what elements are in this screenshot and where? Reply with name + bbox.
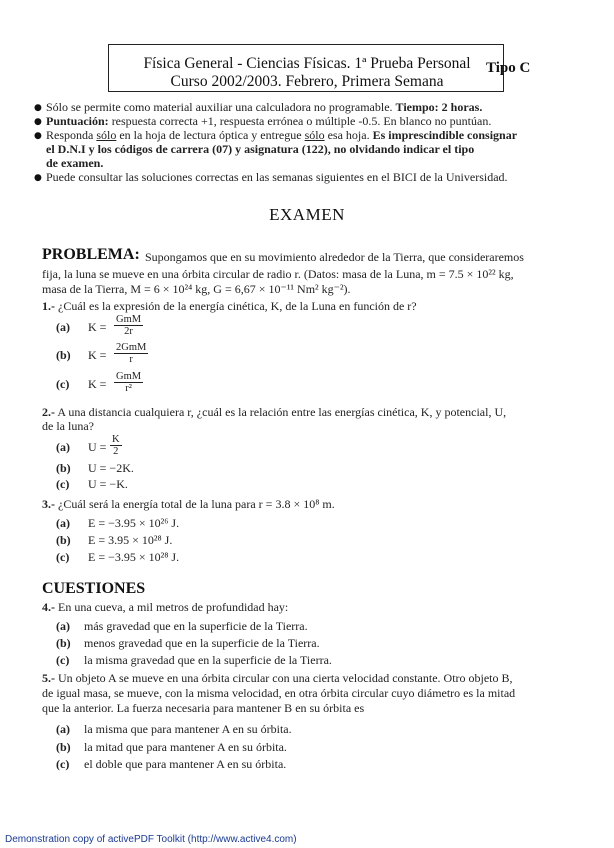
instruction-4: Puede consultar las soluciones correctas en las semanas siguientes en el BICI de la Universidad. — [46, 170, 508, 184]
bullet-icon: ● — [34, 173, 42, 183]
bullet-icon: ● — [34, 131, 42, 141]
option-text: el doble que para mantener A en su órbita. — [84, 757, 287, 771]
option-text: U = −K. — [88, 477, 128, 491]
instruction-3-part: Responda — [46, 128, 97, 142]
instruction-3-bold: Es imprescindible consignar — [372, 128, 518, 142]
instruction-3-underlined: sólo — [304, 128, 325, 142]
instruction-1-text: Sólo se permite como material auxiliar una calculadora no programable. — [46, 100, 396, 114]
fraction-numerator: GmM — [116, 371, 142, 382]
option-letter: (b) — [56, 533, 71, 547]
option-text: E = 3.95 × 10²⁸ J. — [88, 533, 173, 547]
question-5 — [42, 671, 513, 686]
demo-watermark-footer[interactable]: Demonstration copy of activePDF Toolkit (http://www.active4.com) — [5, 834, 297, 845]
option-lhs: K = — [88, 320, 107, 334]
option-text: menos gravedad que en la superficie de la Tierra. — [84, 636, 320, 650]
instruction-2 — [46, 114, 491, 128]
header-title-line1: Física General - Ciencias Físicas. 1ª Prueba Personal — [143, 55, 471, 72]
option-text: U = −2K. — [88, 461, 134, 475]
option-text: la misma que para mantener A en su órbita. — [84, 722, 292, 736]
question-2-text: A una distancia cualquiera r, ¿cuál es la relación entre las energías cinética, K, y potencial, U, — [55, 405, 507, 419]
option-letter: (a) — [56, 722, 70, 736]
instruction-1 — [46, 100, 482, 114]
instruction-3-underlined: sólo — [96, 128, 117, 142]
bullet-icon: ● — [34, 103, 42, 113]
question-5-text-cont: de igual masa, se mueve, con la misma velocidad, en otra órbita circular cuyo diámetro es la mitad — [42, 686, 516, 700]
option-lhs: U = — [88, 440, 107, 454]
option-letter: (b) — [56, 461, 71, 475]
bullet-icon: ● — [34, 117, 42, 127]
option-fraction — [114, 342, 148, 365]
fraction-denominator: r — [129, 354, 133, 365]
question-2-number: 2.- — [42, 405, 55, 419]
option-fraction — [110, 434, 122, 457]
option-letter: (a) — [56, 619, 70, 633]
header-box — [108, 44, 504, 92]
problema-heading: PROBLEMA: — [42, 246, 140, 263]
question-2-text-cont: de la luna? — [42, 419, 94, 433]
fraction-denominator: 2r — [124, 326, 133, 337]
option-fraction — [114, 314, 143, 337]
question-1-text: ¿Cuál es la expresión de la energía cinética, K, de la Luna en función de r? — [55, 299, 417, 313]
question-4-text: En una cueva, a mil metros de profundidad hay: — [55, 600, 289, 614]
option-text: la misma gravedad que en la superficie de la Tierra. — [84, 653, 332, 667]
option-letter: (a) — [56, 516, 70, 530]
option-text: más gravedad que en la superficie de la Tierra. — [84, 619, 308, 633]
option-text: E = −3.95 × 10²⁶ J. — [88, 516, 180, 530]
fraction-denominator: r² — [125, 383, 132, 394]
problema-intro-3: masa de la Tierra, M = 6 × 10²⁴ kg, G = 6,67 × 10⁻¹¹ Nm² kg⁻²). — [42, 282, 351, 296]
header-title-line2: Curso 2002/2003. Febrero, Primera Semana — [170, 73, 444, 90]
exam-type-label: Tipo C — [486, 60, 531, 76]
option-fraction — [114, 371, 143, 394]
instruction-3-part: en la hoja de lectura óptica y entregue — [116, 128, 305, 142]
question-3 — [42, 497, 335, 512]
fraction-numerator: K — [112, 434, 120, 445]
question-3-text: ¿Cuál será la energía total de la luna para r = 3.8 × 10⁸ m. — [55, 497, 335, 511]
question-4-number: 4.- — [42, 600, 55, 614]
option-lhs: K = — [88, 377, 107, 391]
fraction-numerator: 2GmM — [116, 342, 147, 353]
question-1-number: 1.- — [42, 299, 55, 313]
fraction-denominator: 2 — [113, 446, 119, 457]
question-3-number: 3.- — [42, 497, 55, 511]
option-letter: (c) — [56, 377, 70, 391]
exam-title: EXAMEN — [269, 205, 345, 224]
option-letter: (b) — [56, 348, 71, 362]
cuestiones-heading: CUESTIONES — [42, 580, 146, 597]
option-letter: (c) — [56, 550, 70, 564]
option-lhs: K = — [88, 348, 107, 362]
option-letter: (c) — [56, 477, 70, 491]
option-letter: (b) — [56, 636, 71, 650]
option-letter: (c) — [56, 653, 70, 667]
option-letter: (a) — [56, 440, 70, 454]
problema-intro-2: fija, la luna se mueve en una órbita circular de radio r. (Datos: masa de la Luna, m = 7.5 × 10²² kg, — [42, 267, 514, 281]
instruction-3-part: esa hoja. — [324, 128, 373, 142]
instruction-2-text: respuesta correcta +1, respuesta errónea o múltiple -0.5. En blanco no puntúan. — [108, 114, 492, 128]
instruction-1-time: Tiempo: 2 horas. — [395, 100, 483, 114]
option-letter: (b) — [56, 740, 71, 754]
option-text: la mitad que para mantener A en su órbita. — [84, 740, 287, 754]
option-text: E = −3.95 × 10²⁸ J. — [88, 550, 180, 564]
option-letter: (c) — [56, 757, 70, 771]
question-4 — [42, 600, 288, 615]
problema-intro-1: Supongamos que en su movimiento alrededor de la Tierra, que consideraremos — [145, 250, 524, 264]
question-2 — [42, 405, 506, 420]
instruction-3 — [46, 128, 517, 142]
option-letter: (a) — [56, 320, 70, 334]
question-5-text: Un objeto A se mueve en una órbita circular con una cierta velocidad constante. Otro objeto B, — [55, 671, 513, 685]
question-1 — [42, 299, 417, 314]
instruction-2-label: Puntuación: — [46, 114, 109, 128]
question-5-number: 5.- — [42, 671, 55, 685]
instruction-3-end: de examen. — [46, 156, 104, 170]
fraction-numerator: GmM — [116, 314, 142, 325]
question-5-text-end: que la anterior. La fuerza necesaria para mantener B en su órbita es — [42, 701, 365, 715]
instruction-3-cont: el D.N.I y los códigos de carrera (07) y asignatura (122), no olvidando indicar el tipo — [46, 142, 475, 156]
